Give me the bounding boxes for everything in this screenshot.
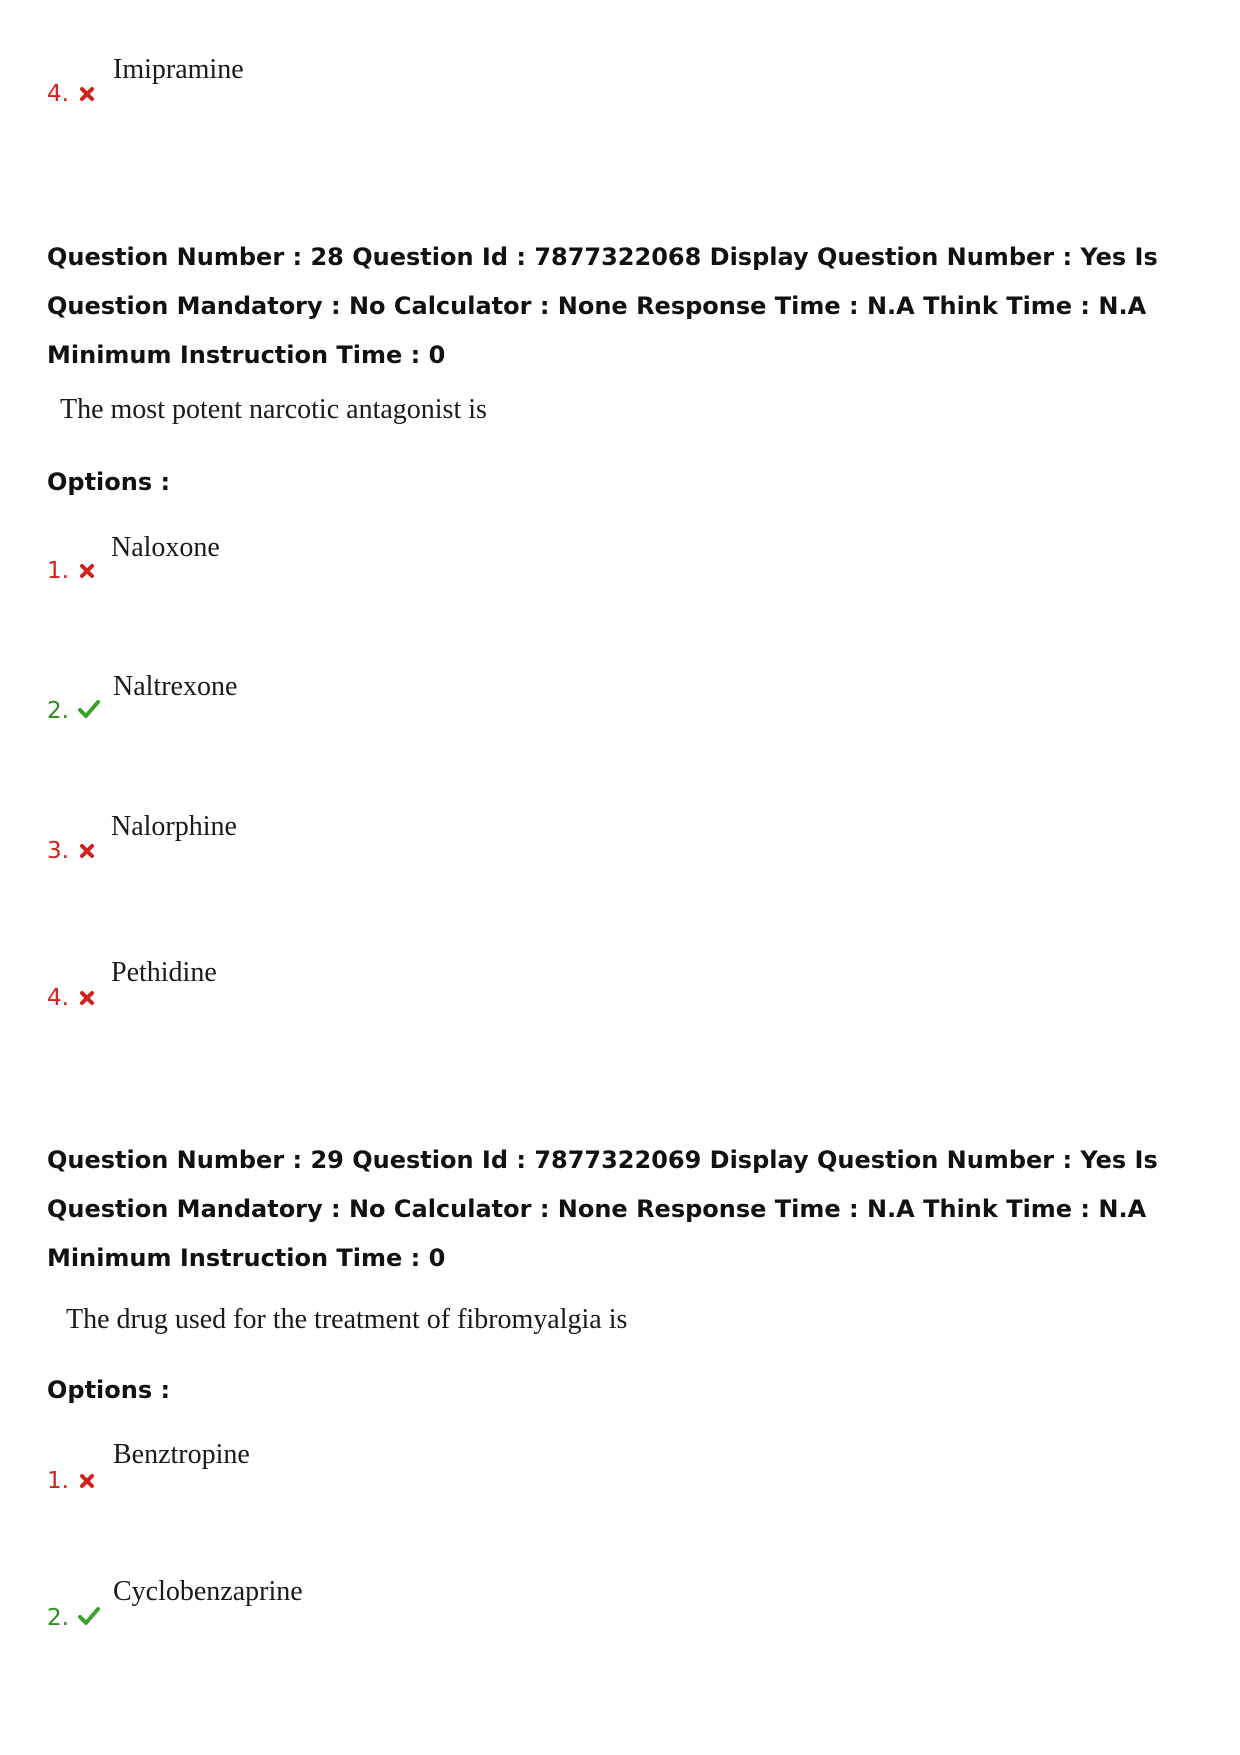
option-number: 2.	[47, 1605, 69, 1631]
option-number: 4.	[47, 985, 69, 1011]
options-label: Options :	[47, 1376, 171, 1404]
option-number: 2.	[47, 698, 69, 724]
options-label: Options :	[47, 468, 171, 496]
option-row	[0, 532, 1240, 605]
option-text: Imipramine	[113, 54, 244, 85]
question-header: Question Number : 28 Question Id : 7877322068 Display Question Number : Yes Is Question Mandatory : No Calculator : None Response Time : N.A Think Time : N.A Minimum Instruction Time : 0	[47, 243, 1158, 369]
cross-icon	[78, 85, 96, 103]
cross-icon	[78, 989, 96, 1007]
option-row	[0, 54, 1240, 128]
option-text: Pethidine	[111, 957, 217, 988]
option-row	[0, 1576, 1240, 1652]
option-row	[0, 671, 1240, 745]
option-number: 1.	[47, 1468, 69, 1494]
question-text: The drug used for the treatment of fibromyalgia is	[66, 1304, 628, 1335]
option-row	[0, 1439, 1240, 1515]
option-number: 3.	[47, 838, 69, 864]
option-text: Benztropine	[113, 1439, 250, 1470]
check-icon	[78, 699, 100, 719]
cross-icon	[78, 562, 96, 580]
option-text: Naltrexone	[113, 671, 238, 702]
cross-icon	[78, 842, 96, 860]
cross-icon	[78, 1472, 96, 1490]
option-number: 1.	[47, 558, 69, 584]
option-row	[0, 957, 1240, 1032]
option-number: 4.	[47, 81, 69, 107]
question-text: The most potent narcotic antagonist is	[60, 394, 487, 425]
option-text: Naloxone	[111, 532, 220, 563]
option-text: Nalorphine	[111, 811, 237, 842]
option-text: Cyclobenzaprine	[113, 1576, 303, 1607]
question-header: Question Number : 29 Question Id : 7877322069 Display Question Number : Yes Is Question Mandatory : No Calculator : None Response Time : N.A Think Time : N.A Minimum Instruction Time : 0	[47, 1146, 1158, 1272]
check-icon	[78, 1606, 100, 1626]
option-row	[0, 811, 1240, 885]
